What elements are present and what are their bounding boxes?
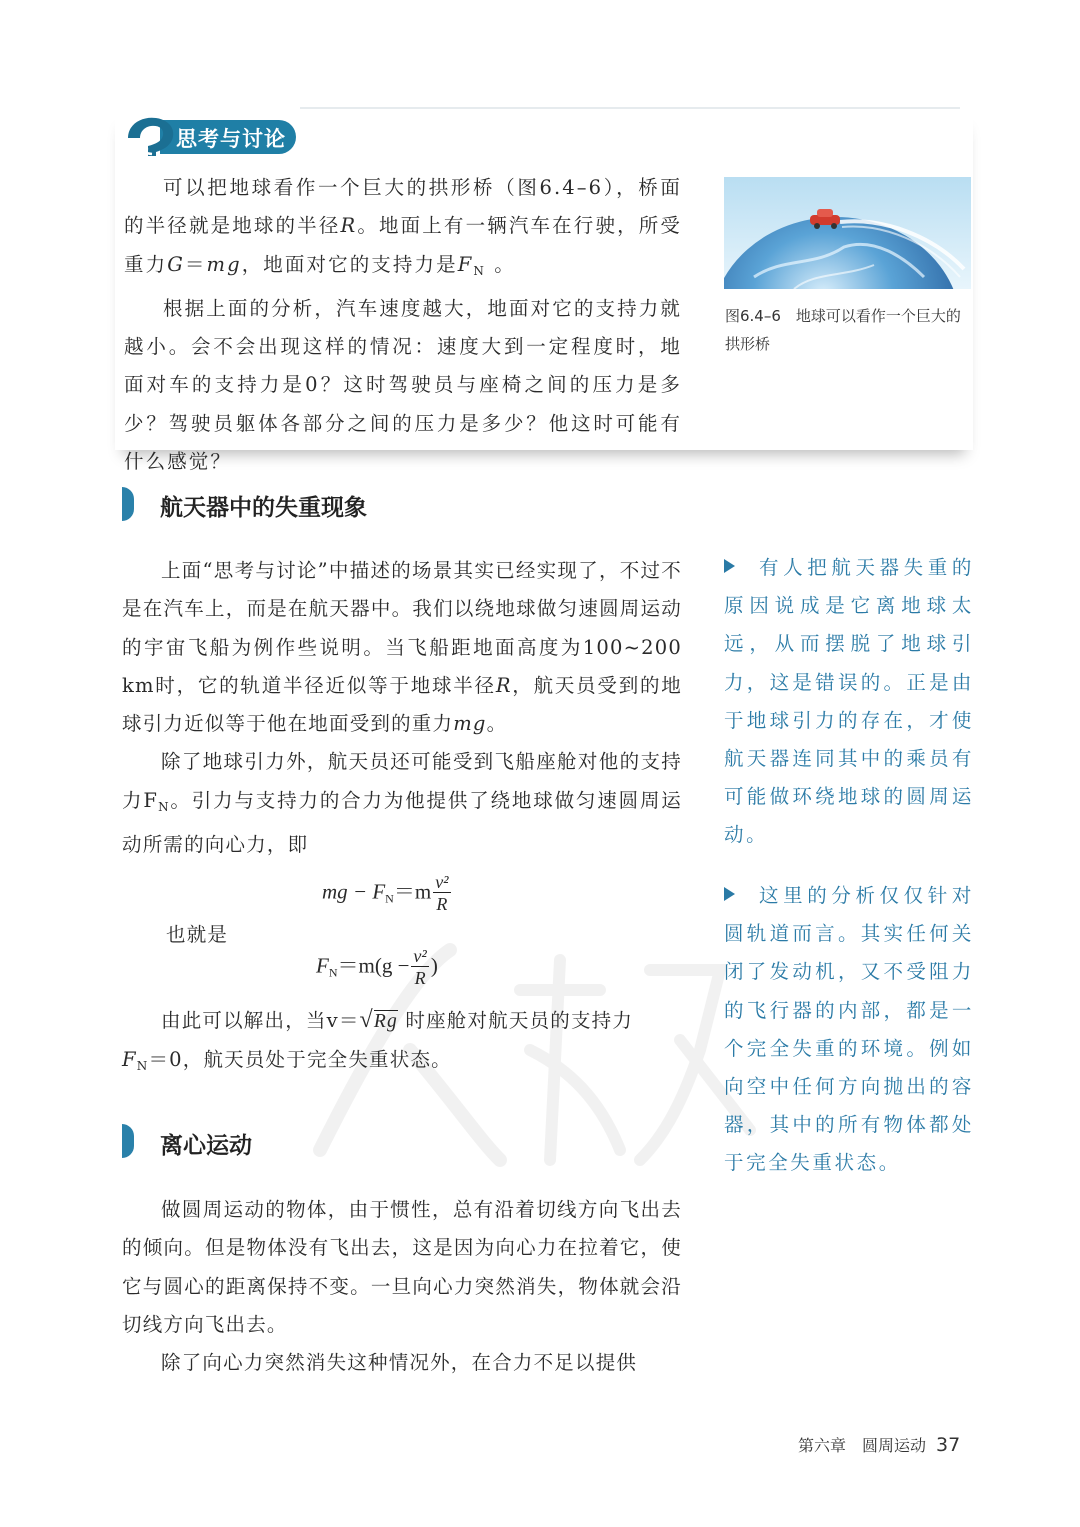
page-number: 37	[936, 1434, 961, 1456]
side-note-2: 这里的分析仅仅针对圆轨道而言。其实任何关闭了发动机，又不受阻力的飞行器的内部，都是一个完全失重的环境。例如向空中任何方向抛出的容器，其中的所有物体都处于完全失重状态。	[724, 884, 974, 1175]
fraction-v2-over-R-2: $\frac{\text{v²}}{R}$	[413, 946, 427, 988]
section-title-weightlessness: 航天器中的失重现象	[160, 495, 367, 521]
think-discuss-badge	[120, 112, 298, 162]
that-is-label: 也就是	[166, 923, 229, 946]
earth-arch-bridge-figure	[724, 177, 971, 289]
triangle-bullet-icon	[724, 887, 735, 901]
section-title-centrifugal: 离心运动	[160, 1133, 252, 1159]
section-marker-2	[122, 1124, 134, 1158]
equation-2: $F_N=m(g$ − $\frac{\text{v²}}{R}$ )	[316, 946, 438, 988]
watermark-calligraphy	[300, 930, 760, 1180]
triangle-bullet-icon	[724, 559, 735, 573]
side-note-1: 有人把航天器失重的原因说成是它离地球太远，从而摆脱了地球引力，这是错误的。正是由于地球引力的存在，才使航天器连同其中的乘员有可能做环绕地球的圆周运动。	[724, 556, 974, 847]
think-discuss-title: 思考与讨论	[176, 127, 286, 151]
think-discuss-text	[124, 169, 682, 481]
equation-1: mg − $F_N=m$ $\frac{\text{v²}}{R}$	[322, 872, 449, 914]
question-mark-icon	[122, 114, 178, 160]
fraction-v2-over-R: $\frac{\text{v²}}{R}$	[435, 872, 449, 914]
section1-paragraph-2: 除了地球引力外，航天员还可能受到飞船座舱对他的支持力$F_N$。引力与支持力的合力为他提供了绕地球做匀速圆周运动所需的向心力，即	[122, 750, 682, 857]
page-footer	[798, 1433, 960, 1456]
think-paragraph-2: 根据上面的分析，汽车速度越大，地面对它的支持力就越小。会不会出现这样的情况：速度大到一定程度时，地面对车的支持力是0？这时驾驶员与座椅之间的压力是多少？驾驶员躯体各部分之间的压力是多少？他这时可能有什么感觉？	[124, 296, 682, 474]
section-marker	[122, 487, 134, 521]
chapter-label: 第六章 圆周运动	[798, 1436, 927, 1455]
section2-paragraph-1: 做圆周运动的物体，由于惯性，总有沿着切线方向飞出去的倾向。但是物体没有飞出去，这是因为向心力在拉着它，使它与圆心的距离保持不变。一旦向心力突然消失，物体就会沿切线方向飞出去。	[122, 1198, 682, 1336]
think-paragraph-1: 可以把地球看作一个巨大的拱形桥（图6.4–6），桥面的半径就是地球的半径R。地面上有一辆汽车在行驶，所受重力G＝mg，地面对它的支持力是$F_N$ 。	[124, 176, 682, 278]
top-rule	[300, 107, 960, 109]
section1-paragraph-3: 由此可以解出，当v＝√Rg 时座舱对航天员的支持力 $F_N=0$，航天员处于完全失重状态。	[122, 1007, 634, 1074]
section1-body	[122, 552, 682, 864]
figure-caption: 图6.4–6 地球可以看作一个巨大的拱形桥	[725, 307, 961, 353]
section1-paragraph-1: 上面“思考与讨论”中描述的场景其实已经实现了，不过不是在汽车上，而是在航天器中。我们以绕地球做匀速圆周运动的宇宙飞船为例作些说明。当飞船距地面高度为100~200 km时，它的轨道半径近似等于地球半径R，航天员受到的地球引力近似等于他在地面受到的重力mg。	[122, 559, 682, 736]
section2-paragraph-2: 除了向心力突然消失这种情况外，在合力不足以提供	[161, 1351, 638, 1375]
section2-body	[122, 1191, 682, 1382]
